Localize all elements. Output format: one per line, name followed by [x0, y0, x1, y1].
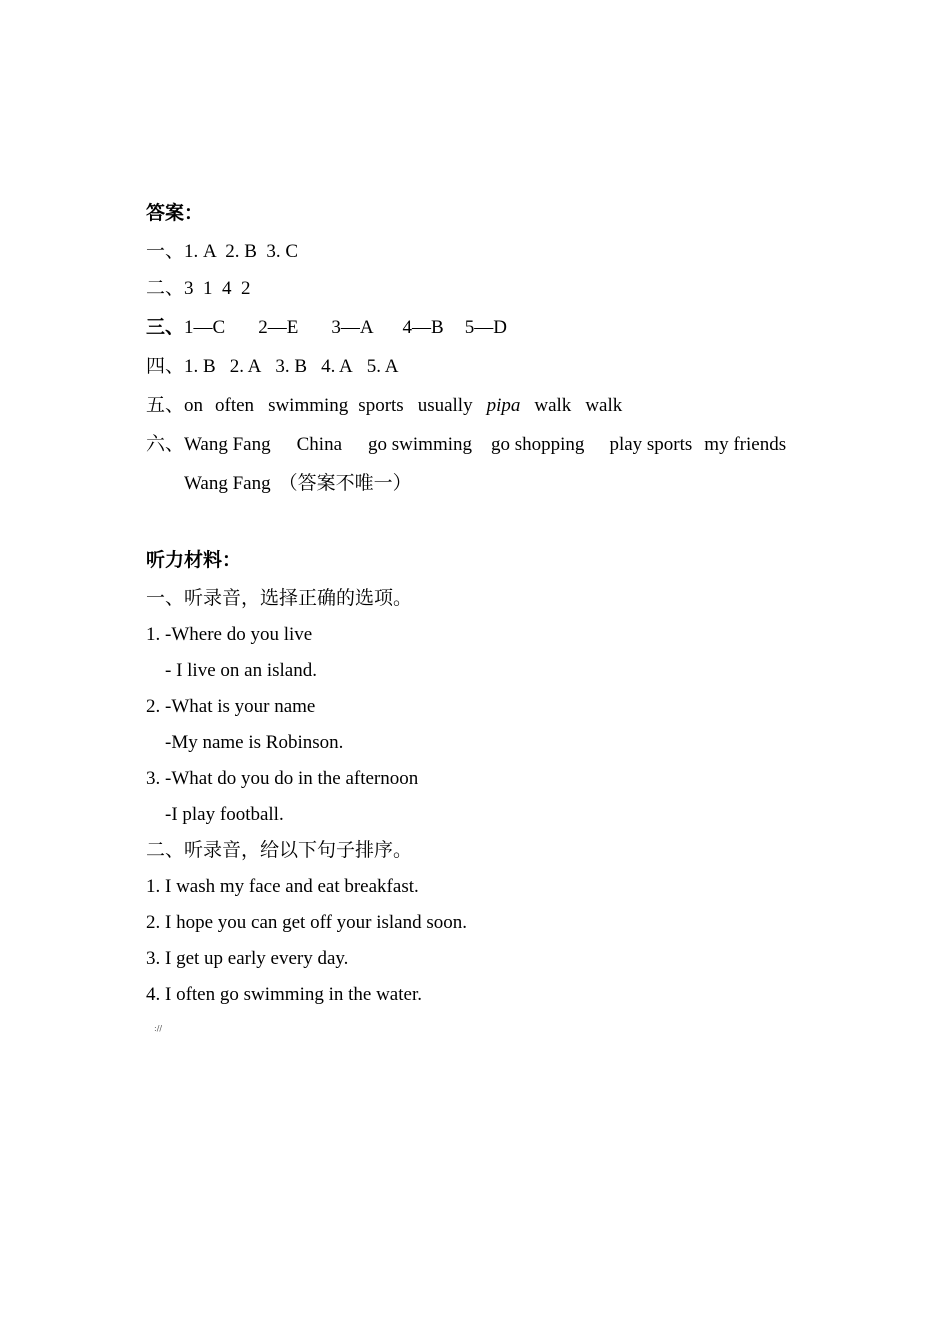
answer-item: 4—B	[402, 317, 444, 338]
answer-text: 1. A 2. B 3. C	[184, 241, 299, 262]
dialogue-line: 1. -Where do you live	[146, 624, 313, 645]
answer-item: Wang Fang	[184, 434, 271, 455]
watermark: ://	[154, 1024, 163, 1033]
dialogue-line: 2. -What is your name	[146, 696, 316, 717]
answer-item: Wang Fang	[184, 473, 271, 494]
answer-item: swimming	[268, 395, 349, 416]
answer-item: 5—D	[464, 317, 507, 338]
answer-note: （答案不唯一）	[278, 473, 412, 494]
sentence-line: 1. I wash my face and eat breakfast.	[146, 876, 419, 897]
section-prefix: 五、	[146, 395, 185, 416]
sentence-line: 4. I often go swimming in the water.	[146, 984, 422, 1005]
answer-item: 4. A	[321, 356, 353, 377]
answer-item: 3. B	[275, 356, 308, 377]
answer-item: 3—A	[331, 317, 374, 338]
listening-heading: 听力材料：	[146, 550, 242, 571]
section-prefix: 四、	[146, 356, 185, 377]
answer-item: 1—C	[184, 317, 226, 338]
answer-item: China	[296, 434, 343, 455]
section-prefix: 三、	[146, 317, 185, 338]
answer-item: usually	[417, 395, 473, 416]
answer-item: sports	[358, 395, 404, 416]
answer-item: on	[184, 395, 204, 416]
answer-item: pipa	[486, 395, 521, 416]
answer-item: my friends	[704, 434, 787, 455]
answer-item: often	[215, 395, 255, 416]
listening-section-1-title: 一、听录音，选择正确的选项。	[146, 588, 413, 609]
answer-item: walk	[585, 395, 623, 416]
dialogue-line: 3. -What do you do in the afternoon	[146, 768, 419, 789]
sentence-line: 3. I get up early every day.	[146, 948, 349, 969]
answer-section-2	[146, 277, 251, 301]
answer-item: 2. A	[229, 356, 262, 377]
answer-section-3	[146, 316, 507, 340]
answer-item: 1. B	[184, 356, 216, 377]
answer-section-4	[146, 355, 398, 379]
answer-item: 2—E	[258, 317, 299, 338]
section-prefix: 六、	[146, 434, 185, 455]
dialogue-line: -I play football.	[165, 804, 284, 825]
answer-section-6	[146, 433, 786, 457]
answer-section-1	[146, 240, 298, 264]
answer-text: 3 1 4 2	[184, 278, 251, 299]
answer-item: play sports	[609, 434, 693, 455]
answer-item: go swimming	[368, 434, 472, 455]
section-prefix: 一、	[146, 241, 185, 262]
answer-section-6-continued	[184, 472, 412, 496]
listening-section-2-title: 二、听录音，给以下句子排序。	[146, 840, 413, 861]
section-prefix: 二、	[146, 278, 185, 299]
answers-heading: 答案：	[146, 203, 204, 224]
dialogue-line: -My name is Robinson.	[165, 732, 344, 753]
answer-item: go shopping	[491, 434, 585, 455]
dialogue-line: - I live on an island.	[165, 660, 317, 681]
sentence-line: 2. I hope you can get off your island soon.	[146, 912, 468, 933]
answer-item: walk	[534, 395, 572, 416]
answer-section-5	[146, 394, 622, 418]
answer-item: 5. A	[366, 356, 399, 377]
